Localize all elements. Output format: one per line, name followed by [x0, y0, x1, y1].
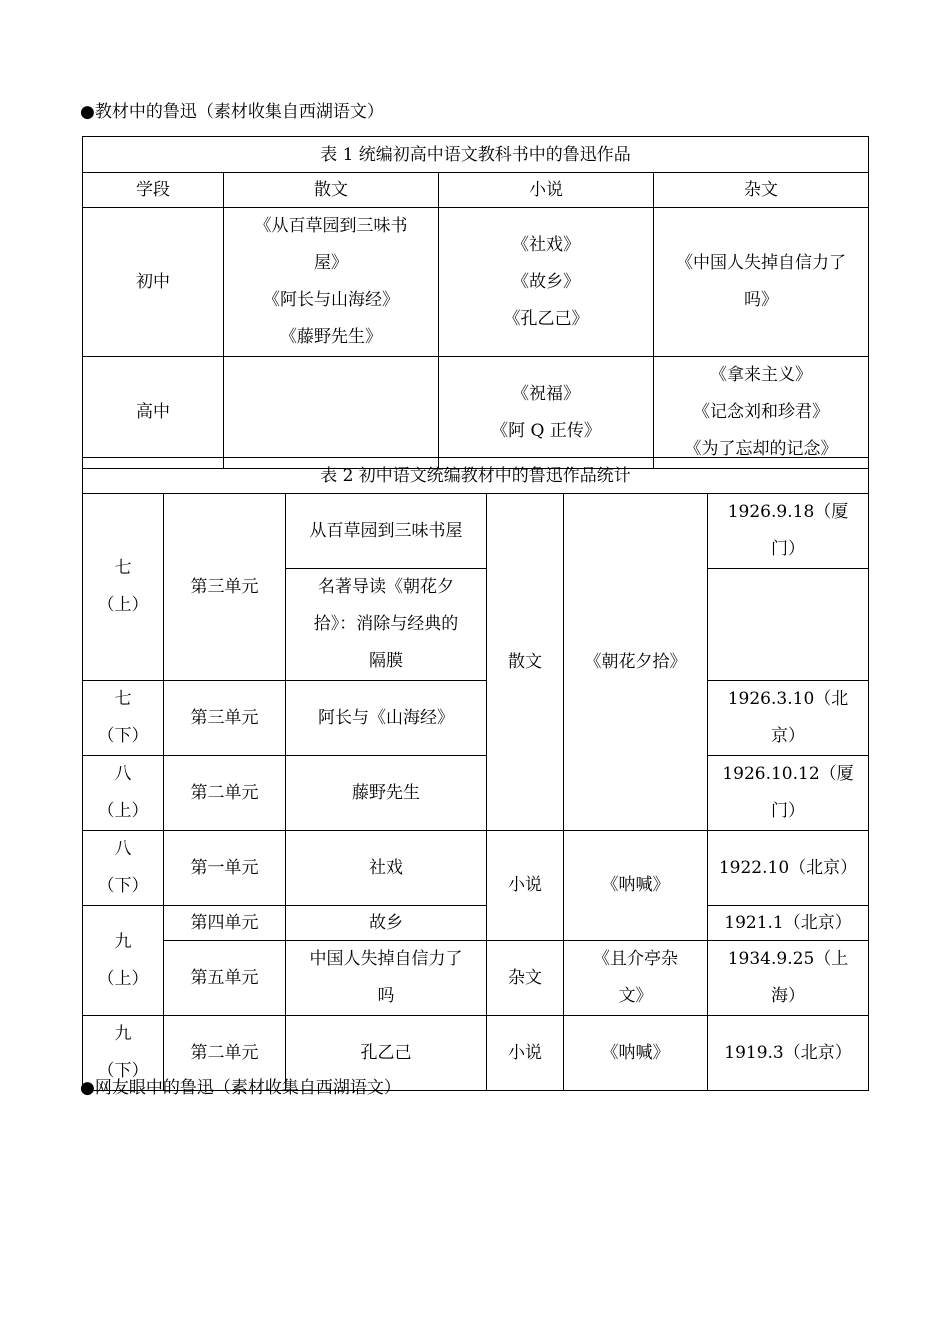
table1-senior-essay [654, 357, 869, 469]
text-line: 九 [114, 1024, 132, 1044]
table2-genre-novel-2: 小说 [487, 1016, 564, 1091]
table1-header-stage: 学段 [83, 173, 224, 208]
table1-stage-junior: 初中 [83, 208, 224, 357]
text-line: 1926.9.18（厦 [727, 502, 849, 522]
table2-grade-9a [83, 906, 164, 1016]
table2-date-7a-1 [708, 494, 869, 569]
table1-junior-novel [439, 208, 654, 357]
text-line: 《故乡》 [512, 271, 580, 292]
text-line: （上） [97, 968, 149, 989]
table2-collection-qiejieting [564, 941, 708, 1016]
table2-grade-8b [83, 831, 164, 906]
section-heading-textbook: ●教材中的鲁迅（素材收集自西湖语文） [80, 102, 384, 122]
table2-unit-8a: 第二单元 [164, 756, 286, 831]
table2-genre-novel: 小说 [487, 831, 564, 941]
text-line: 名著导读《朝花夕 [318, 577, 454, 597]
text-line: 海） [771, 986, 805, 1006]
text-line: 京） [771, 726, 805, 746]
table1-caption: 表 1 统编初高中语文教科书中的鲁迅作品 [83, 137, 869, 173]
table2-collection-zhaohua: 《朝花夕拾》 [564, 494, 708, 831]
table2-caption: 表 2 初中语文统编教材中的鲁迅作品统计 [83, 458, 869, 494]
table1-stage-senior: 高中 [83, 357, 224, 469]
text-line: 《阿长与山海经》 [263, 290, 399, 310]
table2-date-7b [708, 681, 869, 756]
text-line: （上） [97, 801, 149, 821]
table2-title-9a-2 [286, 941, 487, 1016]
table2-unit-7b: 第三单元 [164, 681, 286, 756]
text-line: 《社戏》 [512, 234, 580, 255]
text-line: 《为了忘却的记念》 [684, 439, 838, 459]
table1-junior-essay [654, 208, 869, 357]
table2-title-9b: 孔乙己 [286, 1016, 487, 1091]
table1-header-novel: 小说 [439, 173, 654, 208]
text-line: （下） [97, 726, 149, 746]
table2-unit-9a-1: 第四单元 [164, 906, 286, 941]
table2-title-8a: 藤野先生 [286, 756, 487, 831]
text-line: （下） [97, 1061, 149, 1081]
table2-unit-7a: 第三单元 [164, 494, 286, 681]
table2-genre-essay: 杂文 [487, 941, 564, 1016]
table2-title-8b: 社戏 [286, 831, 487, 906]
text-line: 《孔乙己》 [503, 308, 589, 329]
table2-date-9a-1: 1921.1（北京） [708, 906, 869, 941]
text-line: 隔膜 [369, 651, 403, 671]
text-line: 《记念刘和珍君》 [693, 402, 829, 422]
text-line: 九 [114, 931, 132, 952]
text-line: （下） [97, 876, 149, 896]
table2-date-9b: 1919.3（北京） [708, 1016, 869, 1091]
text-line: 《阿 Q 正传》 [491, 420, 601, 441]
text-line: 1934.9.25（上 [727, 949, 849, 969]
table2-unit-9a-2: 第五单元 [164, 941, 286, 1016]
text-line: 吗》 [744, 290, 778, 310]
table1-junior-prose [224, 208, 439, 357]
table2-date-7a-2 [708, 569, 869, 681]
table2-title-7a-2 [286, 569, 487, 681]
table2-collection-nahan-2: 《呐喊》 [564, 1016, 708, 1091]
table2-collection-nahan: 《呐喊》 [564, 831, 708, 941]
table2-title-7b: 阿长与《山海经》 [286, 681, 487, 756]
text-line: 屋》 [314, 253, 348, 273]
text-line: 拾》：消除与经典的 [313, 614, 459, 634]
table1-header-essay: 杂文 [654, 173, 869, 208]
section-heading-netizens: ●网友眼中的鲁迅（素材收集自西湖语文） [80, 1078, 401, 1098]
text-line: 1926.10.12（厦 [722, 764, 854, 784]
table2-genre-prose: 散文 [487, 494, 564, 831]
text-line: 八 [114, 839, 132, 859]
text-line: （上） [97, 595, 149, 615]
table2-title-7a-1: 从百草园到三味书屋 [286, 494, 487, 569]
text-line: 门） [771, 801, 805, 821]
text-line: 八 [114, 764, 132, 784]
table2-date-8b: 1922.10（北京） [708, 831, 869, 906]
table2-grade-8a [83, 756, 164, 831]
text-line: 七 [114, 558, 132, 578]
text-line: 中国人失掉自信力了 [309, 949, 463, 969]
text-line: 《中国人失掉自信力了 [676, 253, 846, 273]
table2-date-8a [708, 756, 869, 831]
table2-unit-8b: 第一单元 [164, 831, 286, 906]
text-line: 《拿来主义》 [710, 365, 812, 385]
text-line: 七 [114, 689, 132, 709]
table2-unit-9b: 第二单元 [164, 1016, 286, 1091]
table1-senior-novel [439, 357, 654, 469]
text-line: 《祝福》 [512, 383, 580, 404]
text-line: 文》 [618, 986, 653, 1006]
text-line: 《且介亭杂 [593, 949, 678, 969]
table2-date-9a-2 [708, 941, 869, 1016]
text-line: 《藤野先生》 [280, 327, 382, 347]
table-lu-xun-works-by-stage [82, 136, 869, 469]
text-line: 吗 [377, 986, 395, 1006]
text-line: 《从百草园到三味书 [254, 216, 408, 236]
table2-grade-7b [83, 681, 164, 756]
table-junior-lu-xun-statistics [82, 457, 869, 1091]
table1-header-prose: 散文 [224, 173, 439, 208]
table1-senior-prose [224, 357, 439, 469]
table2-title-9a-1: 故乡 [286, 906, 487, 941]
text-line: 门） [771, 539, 805, 559]
text-line: 1926.3.10（北 [727, 689, 849, 709]
table2-grade-7a [83, 494, 164, 681]
